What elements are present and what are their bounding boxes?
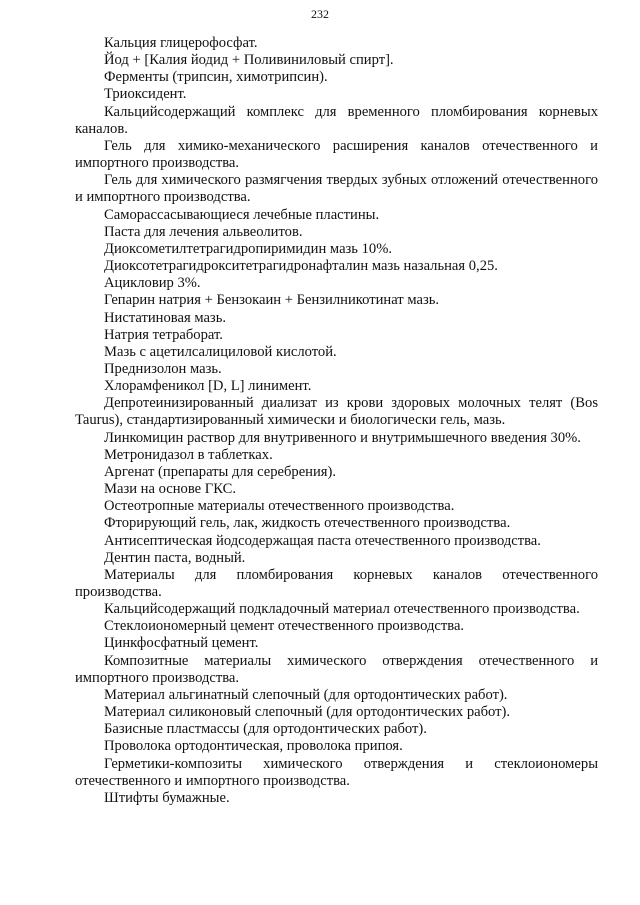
list-item: Остеотропные материалы отечественного производства. xyxy=(104,498,455,515)
list-item: Линкомицин раствор для внутривенного и внутримышечного введения 30%. xyxy=(104,429,581,446)
page-number: 232 xyxy=(311,7,329,21)
list-item: Кальцийсодержащий подкладочный материал отечественного производства. xyxy=(104,601,580,618)
list-item: Фторирующий гель, лак, жидкость отечественного производства. xyxy=(104,515,511,532)
list-item: Базисные пластмассы (для ортодонтических работ). xyxy=(104,721,427,738)
list-item: Мази на основе ГКС. xyxy=(104,481,236,498)
list-item: Проволока ортодонтическая, проволока припоя. xyxy=(104,738,403,755)
document-body xyxy=(75,35,598,807)
list-item: Преднизолон мазь. xyxy=(104,360,222,377)
list-item: Натрия тетраборат. xyxy=(104,326,223,343)
list-item: Материал альгинатный слепочный (для ортодонтических работ). xyxy=(104,686,508,703)
list-item: Антисептическая йодсодержащая паста отечественного производства. xyxy=(104,532,541,549)
list-item: Материал силиконовый слепочный (для ортодонтических работ). xyxy=(104,704,511,721)
list-item: Паста для лечения альвеолитов. xyxy=(104,223,303,240)
list-item: Диоксотетрагидрокситетрагидронафталин мазь назальная 0,25. xyxy=(104,258,498,275)
list-item: Саморассасывающиеся лечебные пластины. xyxy=(104,206,380,223)
list-item: Композитные материалы химического отверждения отечественного и импортного производства. xyxy=(75,652,598,686)
list-item: Стеклоиономерный цемент отечественного производства. xyxy=(104,618,465,635)
list-item: Хлорамфеникол [D, L] линимент. xyxy=(104,378,312,395)
list-item: Мазь с ацетилсалициловой кислотой. xyxy=(104,343,337,360)
list-item: Герметики-композиты химического отверждения и стеклоиономеры отечественного и импортного производства. xyxy=(75,755,598,789)
list-item: Штифты бумажные. xyxy=(104,789,230,806)
list-item: Гель для химического размягчения твердых зубных отложений отечественного и импортного производства. xyxy=(75,172,598,206)
list-item: Цинкфосфатный цемент. xyxy=(104,635,259,652)
list-item: Депротеинизированный диализат из крови здоровых молочных телят (Bos Taurus), стандартизированный химически и биологически гель, мазь. xyxy=(75,395,598,429)
list-item: Йод + [Калия йодид + Поливиниловый спирт]. xyxy=(104,52,394,69)
list-item: Кальция глицерофосфат. xyxy=(104,35,258,51)
list-item: Триоксидент. xyxy=(104,86,187,103)
list-item: Нистатиновая мазь. xyxy=(104,309,226,326)
list-item: Метронидазол в таблетках. xyxy=(104,446,273,463)
list-item: Диоксометилтетрагидропиримидин мазь 10%. xyxy=(104,240,393,257)
list-item: Аргенат (препараты для серебрения). xyxy=(104,463,337,480)
list-item: Дентин паста, водный. xyxy=(104,549,246,566)
list-item: Материалы для пломбирования корневых каналов отечественного производства. xyxy=(75,566,598,600)
list-item: Ферменты (трипсин, химотрипсин). xyxy=(104,69,328,86)
list-item: Гель для химико-механического расширения каналов отечественного и импортного производства. xyxy=(75,137,598,172)
list-item: Ацикловир 3%. xyxy=(104,275,201,292)
list-item: Гепарин натрия + Бензокаин + Бензилникотинат мазь. xyxy=(104,292,440,309)
list-item: Кальцийсодержащий комплекс для временного пломбирования корневых каналов. xyxy=(75,103,598,137)
